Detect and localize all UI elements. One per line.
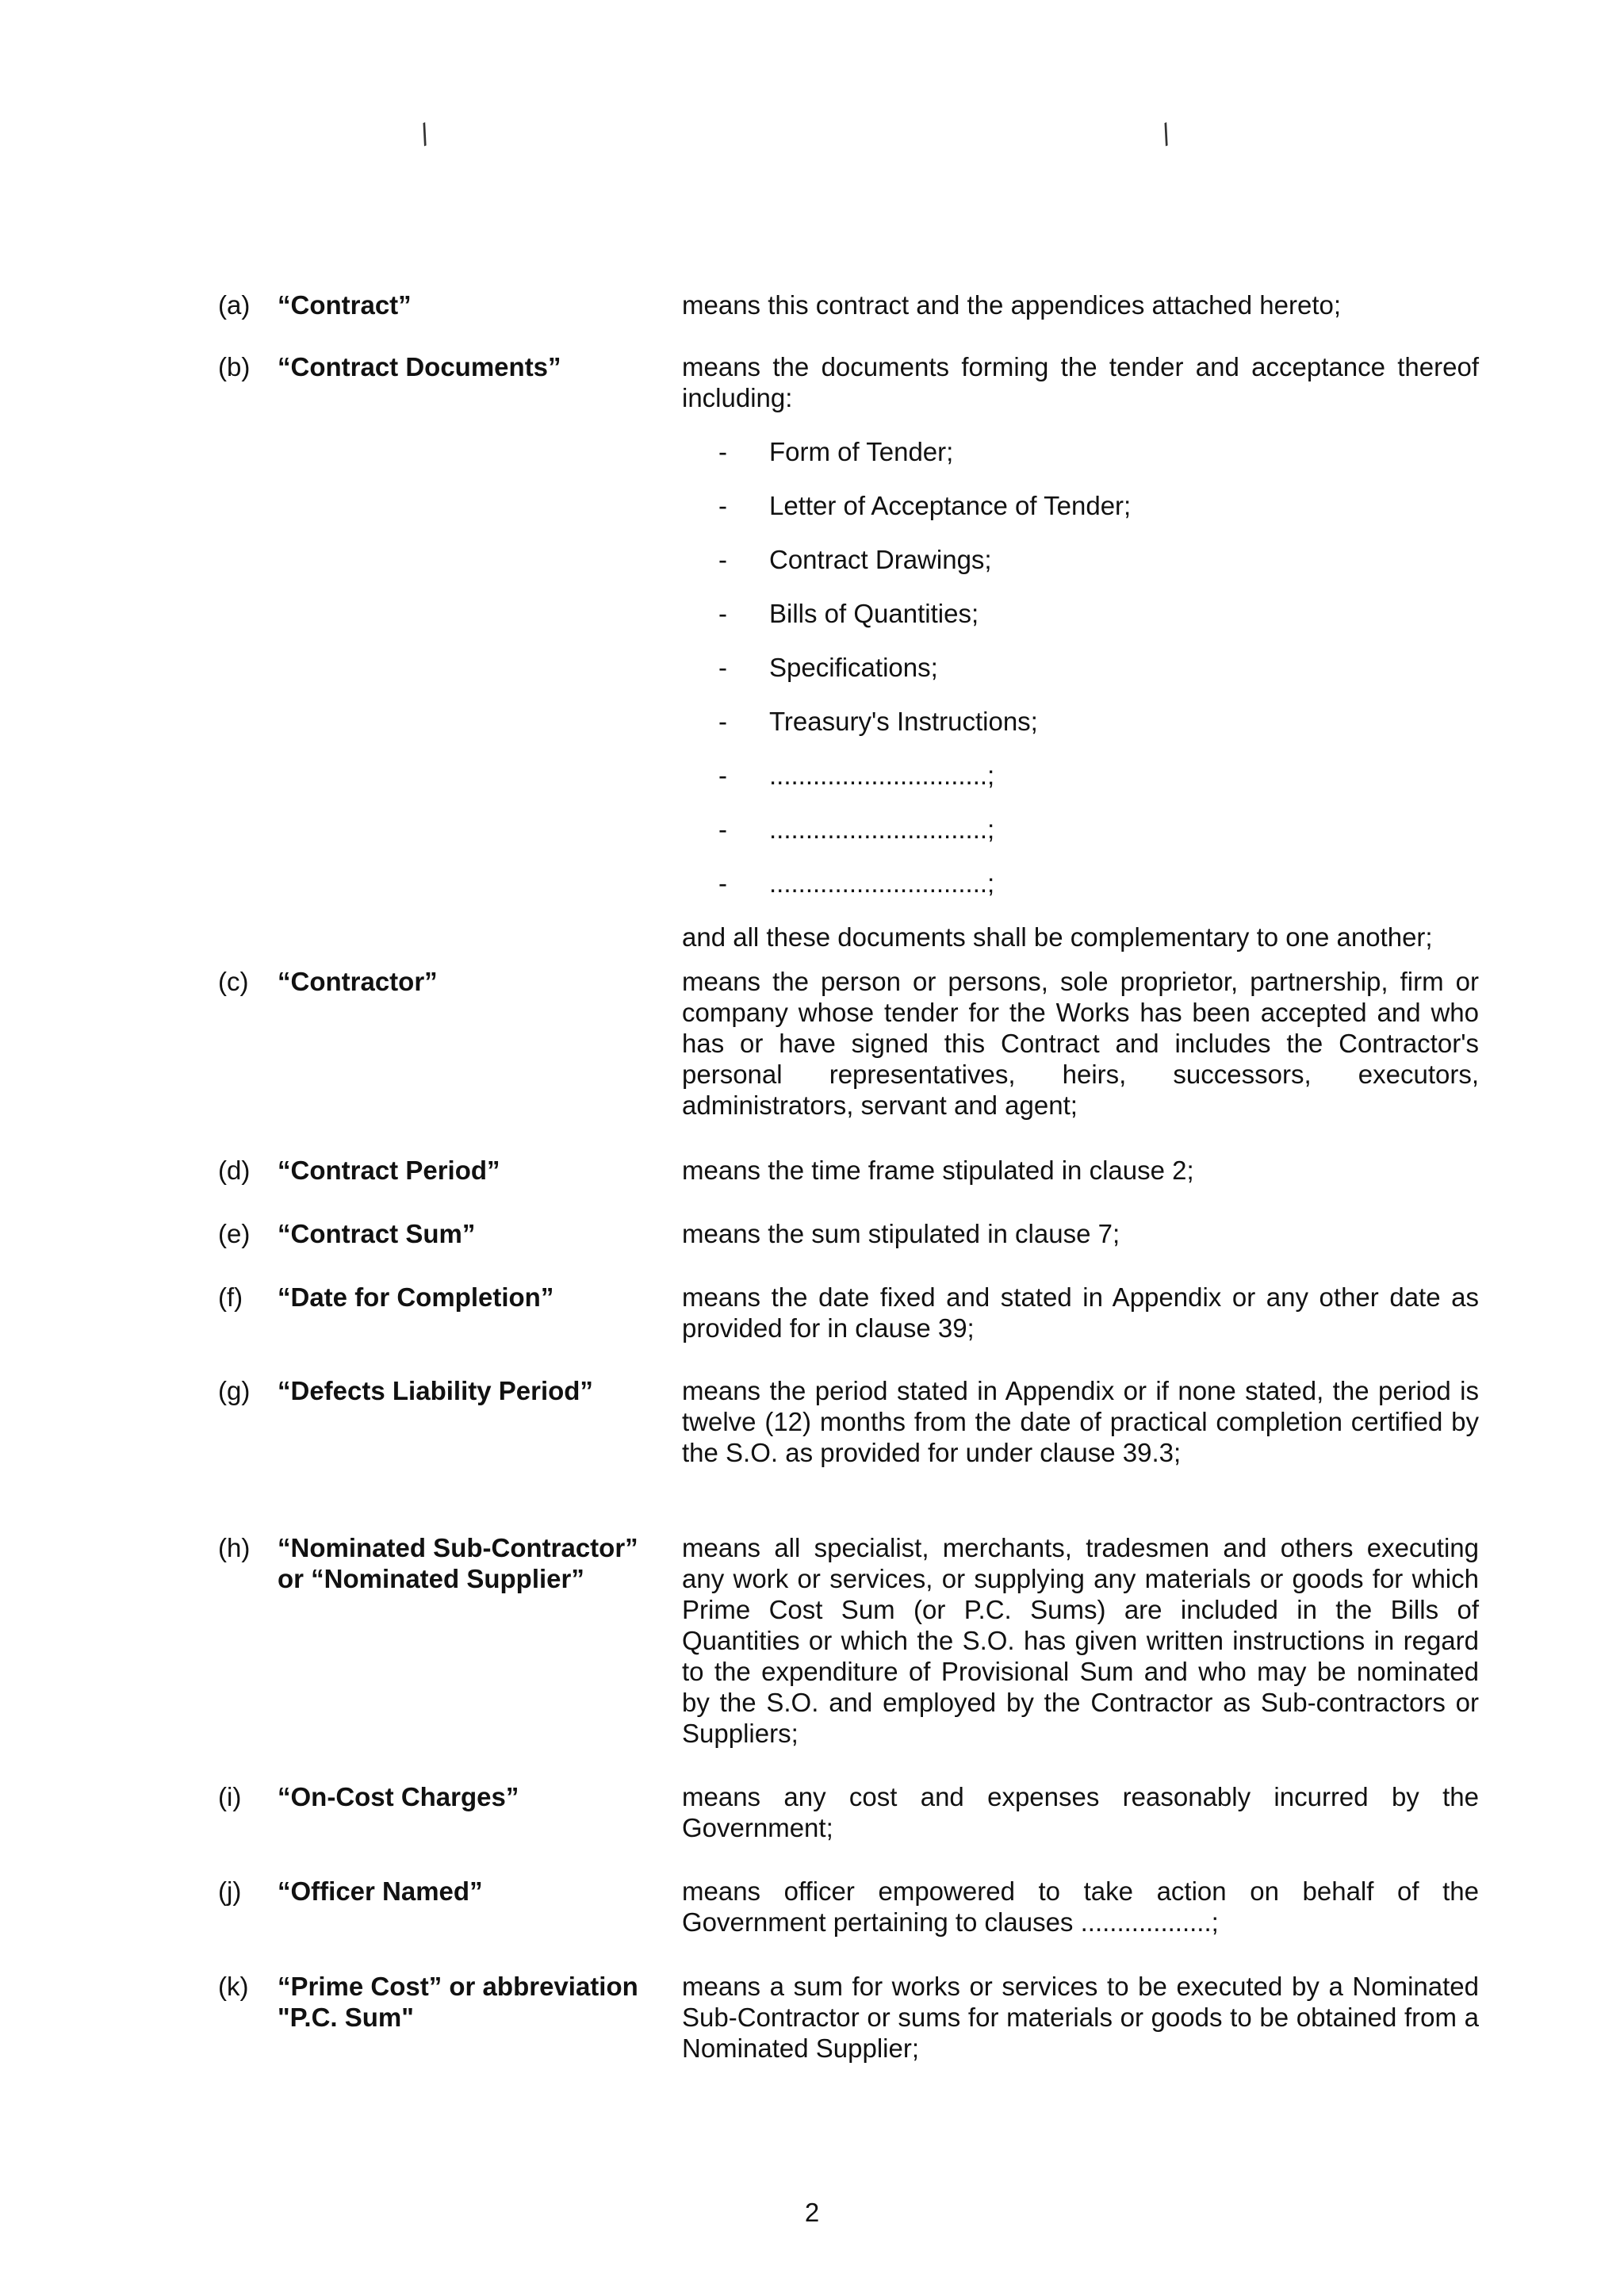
definition-letter: (k): [218, 1972, 249, 2001]
list-item: - ..............................;: [718, 868, 995, 898]
definition-meaning: means the documents forming the tender and acceptance thereof including: - Form of Tender; - Letter of Acceptance of Tender; - Contract Drawings; - Bills of Quantities; - Specifications; - Treasury's Instructions; - ..............................; - ..............................; - ..............................; and all these documents shall be complementary to one another;: [682, 352, 1479, 952]
definition-term: “Defects Liability Period”: [278, 1376, 593, 1405]
definition-term: “On-Cost Charges”: [278, 1782, 519, 1811]
definition-letter: (b): [218, 352, 251, 381]
list-item: - Treasury's Instructions;: [718, 707, 1038, 736]
definition-meaning: means officer empowered to take action on behalf of the Government pertaining to clauses ..................;: [682, 1876, 1479, 1937]
definition-term: “Nominated Sub-Contractor” or “Nominated Supplier”: [278, 1533, 638, 1593]
definition-term: “Contract Documents”: [278, 352, 561, 381]
definition-letter: (a): [218, 290, 251, 320]
definition-term: “Contract Period”: [278, 1156, 500, 1185]
closing-text: and all these documents shall be complementary to one another;: [682, 922, 1433, 952]
page-number: 2: [804, 2198, 820, 2227]
definition-meaning: means the date fixed and stated in Appendix or any other date as provided for in clause 39;: [682, 1282, 1479, 1343]
list-item: - Specifications;: [718, 653, 938, 682]
definition-meaning: means the sum stipulated in clause 7;: [682, 1219, 1120, 1248]
definition-letter: (j): [218, 1876, 242, 1906]
list-item: - Letter of Acceptance of Tender;: [718, 491, 1132, 520]
list-item: - Contract Drawings;: [718, 545, 992, 574]
definition-letter: (e): [218, 1219, 251, 1248]
definition-meaning: means the period stated in Appendix or if none stated, the period is twelve (12) months from the date of practical completion certified by the S.O. as provided for under clause 39.3;: [682, 1376, 1479, 1467]
definition-letter: (c): [218, 967, 249, 996]
definition-meaning: means all specialist, merchants, tradesmen and others executing any work or services, or supplying any materials or goods for which Prime Cost Sum (or P.C. Sums) are included in the Bills of Quantities or which the S.O. has given written instructions in regard to the expenditure of Provisional Sum and who may be nominated by the S.O. and employed by the Contractor as Sub-contractors or Suppliers;: [682, 1533, 1479, 1748]
list-item: - Bills of Quantities;: [718, 599, 979, 628]
definition-term: “Contract”: [278, 290, 412, 320]
contract-documents-list: [682, 436, 1479, 899]
list-item: - ..............................;: [718, 815, 995, 844]
definition-letter: (h): [218, 1533, 251, 1562]
definition-meaning: means this contract and the appendices attached hereto;: [682, 290, 1342, 320]
check-mark: /: [1156, 117, 1176, 151]
definition-letter: (d): [218, 1156, 251, 1185]
definition-meaning: means a sum for works or services to be executed by a Nominated Sub-Contractor or sums for materials or goods to be obtained from a Nominated Supplier;: [682, 1972, 1479, 2063]
definition-meaning: means the time frame stipulated in clause 2;: [682, 1156, 1194, 1185]
definition-term: “Contractor”: [278, 967, 438, 996]
definition-term: “Contract Sum”: [278, 1219, 476, 1248]
definition-term: “Prime Cost” or abbreviation "P.C. Sum": [278, 1972, 638, 2032]
list-item: - Form of Tender;: [718, 437, 954, 466]
definition-term: “Officer Named”: [278, 1876, 483, 1906]
check-mark: /: [415, 117, 435, 151]
definition-term: “Date for Completion”: [278, 1282, 554, 1312]
definition-letter: (f): [218, 1282, 243, 1312]
definition-meaning: means any cost and expenses reasonably incurred by the Government;: [682, 1782, 1479, 1842]
definition-meaning: means the person or persons, sole proprietor, partnership, firm or company whose tender for the Works has been accepted and who has or have signed this Contract and includes the Contractor's personal representatives, heirs, successors, executors, administrators, servant and agent;: [682, 967, 1479, 1120]
definition-letter: (g): [218, 1376, 251, 1405]
list-item: - ..............................;: [718, 761, 995, 790]
definition-letter: (i): [218, 1782, 242, 1811]
